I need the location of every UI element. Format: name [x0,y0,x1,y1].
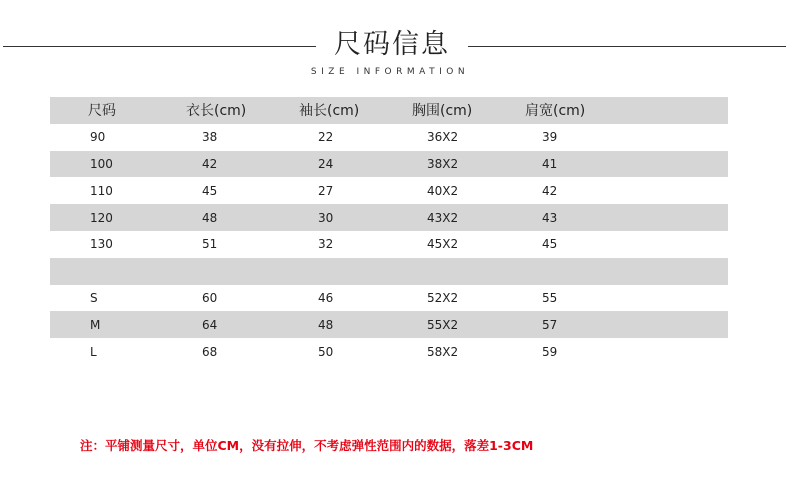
cell-size: L [90,344,97,359]
cell-chest: 55X2 [427,317,459,332]
cell-size: S [90,290,98,305]
size-table [50,97,728,365]
table-row [50,204,728,231]
header-shoulder: 肩宽(cm) [525,103,586,120]
cell-shoulder: 41 [542,156,558,171]
cell-sleeve: 27 [318,183,334,198]
header-chest: 胸围(cm) [412,103,473,120]
table-row [50,311,728,338]
cell-sleeve: 22 [318,130,334,145]
cell-length: 64 [202,317,218,332]
cell-sleeve: 30 [318,210,334,225]
header-size: 尺码 [88,103,116,120]
cell-length: 38 [202,130,218,145]
cell-length: 68 [202,344,218,359]
cell-size: M [90,317,101,332]
cell-chest: 38X2 [427,156,459,171]
table-row [50,285,728,312]
cell-sleeve: 48 [318,317,334,332]
cell-shoulder: 45 [542,237,558,252]
cell-size: 100 [90,156,113,171]
table-row [50,231,728,258]
header-sleeve: 袖长(cm) [299,103,360,120]
cell-shoulder: 43 [542,210,558,225]
cell-chest: 58X2 [427,344,459,359]
cell-shoulder: 57 [542,317,558,332]
cell-chest: 43X2 [427,210,459,225]
page-subtitle: SIZE INFORMATION [310,67,470,77]
measurement-note: 注：平铺测量尺寸，单位CM，没有拉伸，不考虑弹性范围内的数据，落差1-3CM [80,438,534,453]
cell-shoulder: 55 [542,290,558,305]
cell-chest: 36X2 [427,130,459,145]
cell-size: 130 [90,237,113,252]
table-row [50,338,728,365]
cell-length: 51 [202,237,218,252]
cell-sleeve: 50 [318,344,334,359]
cell-length: 45 [202,183,218,198]
page-title: 尺码信息 [334,29,450,60]
cell-chest: 45X2 [427,237,459,252]
table-row [50,151,728,178]
title-divider-left [3,46,316,47]
cell-length: 42 [202,156,218,171]
cell-size: 120 [90,210,113,225]
cell-sleeve: 46 [318,290,334,305]
table-row [50,177,728,204]
table-row [50,124,728,151]
cell-sleeve: 24 [318,156,334,171]
cell-shoulder: 42 [542,183,558,198]
cell-shoulder: 59 [542,344,558,359]
cell-length: 48 [202,210,218,225]
cell-shoulder: 39 [542,130,558,145]
title-divider-right [468,46,786,47]
cell-size: 110 [90,183,113,198]
cell-chest: 40X2 [427,183,459,198]
cell-chest: 52X2 [427,290,459,305]
cell-length: 60 [202,290,218,305]
header-length: 衣长(cm) [186,103,247,120]
cell-size: 90 [90,130,106,145]
title-section [0,0,790,90]
cell-sleeve: 32 [318,237,334,252]
table-row-spacer [50,258,728,285]
table-header-row [50,97,728,124]
